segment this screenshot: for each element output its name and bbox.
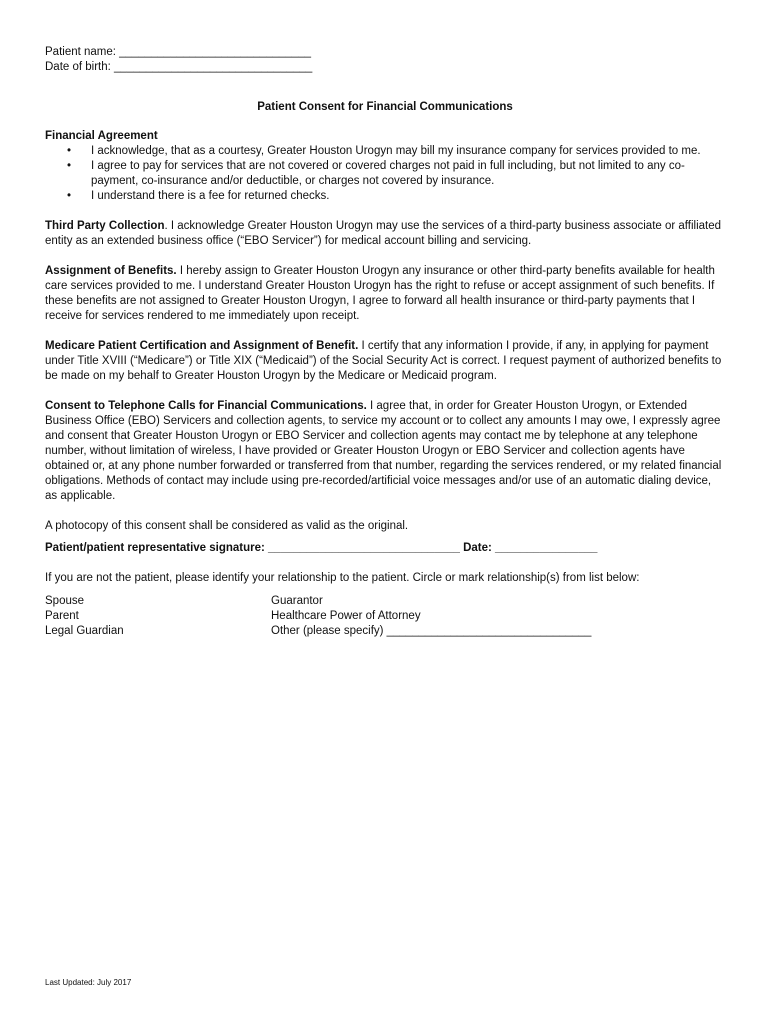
relationship-prompt: If you are not the patient, please identify your relationship to the patient. Circle or mark relationship(s) from list below: — [45, 572, 640, 584]
relationship-option-healthcare-poa[interactable]: Healthcare Power of Attorney — [271, 610, 421, 622]
section-heading: Medicare Patient Certification and Assignment of Benefit. — [45, 340, 359, 352]
section-body: I hereby assign to Greater Houston Urogyn any insurance or other third-party benefits available for health care services provided to me. I understand Greater Houston Urogyn has the right to refuse or accept assignment of such benefits. If these benefits are not assigned to Greater Houston Urogyn, I agree to forward all health insurance or third-party payments that I receive for services rendered to me immediately upon receipt. — [45, 265, 715, 322]
consent-form — [45, 45, 725, 639]
relationship-option-parent[interactable]: Parent — [45, 610, 79, 622]
section-heading: Assignment of Benefits. — [45, 265, 177, 277]
bullet-icon: • — [67, 145, 72, 157]
photocopy-statement: A photocopy of this consent shall be considered as valid as the original. — [45, 520, 409, 532]
relationship-option-legal-guardian[interactable]: Legal Guardian — [45, 625, 124, 637]
relationship-column-1 — [45, 594, 271, 639]
bullet-icon: • — [67, 160, 72, 172]
assignment-of-benefits-paragraph — [45, 264, 725, 324]
date-of-birth-field[interactable]: Date of birth: _______________________________ — [45, 61, 313, 73]
financial-agreement-list — [45, 144, 725, 204]
list-item: • I understand there is a fee for returned checks. — [67, 190, 330, 202]
relationship-option-spouse[interactable]: Spouse — [45, 595, 85, 607]
section-heading: Consent to Telephone Calls for Financial Communications. — [45, 400, 367, 412]
last-updated-footer: Last Updated: July 2017 — [45, 978, 132, 987]
financial-agreement-heading: Financial Agreement — [45, 130, 158, 142]
bullet-icon: • — [67, 190, 72, 202]
relationship-options — [45, 594, 725, 639]
section-body: I certify that any information I provide, if any, in applying for payment under Title XVIII (“Medicare”) or Title XIX (“Medicaid”) of the Social Security Act is correct. I request payment of authorized benefits to be made on my behalf to Greater Houston Urogyn by the Medicare or Medicaid program. — [45, 340, 722, 382]
list-item: • I acknowledge, that as a courtesy, Greater Houston Urogyn may bill my insurance company for services provided to me. — [67, 145, 701, 157]
third-party-collection-paragraph — [45, 219, 725, 249]
section-body: . I acknowledge Greater Houston Urogyn may use the services of a third-party business associate or affiliated entity as an extended business office (“EBO Servicer”) for medical account billing and servicing. — [45, 220, 722, 247]
relationship-option-guarantor[interactable]: Guarantor — [271, 595, 323, 607]
financial-agreement-section — [45, 129, 725, 204]
relationship-option-other[interactable]: Other (please specify) ________________________________ — [271, 625, 592, 637]
list-item: • I agree to pay for services that are not covered or covered charges not paid in full including, but not limited to any co-payment, co-insurance and/or deductible, or charges not covered by insurance. — [67, 160, 685, 187]
patient-name-field[interactable]: Patient name: ______________________________ — [45, 46, 312, 58]
signature-line[interactable]: Patient/patient representative signature: ______________________________ Date: ________________ — [45, 542, 598, 554]
section-body: I agree that, in order for Greater Houston Urogyn, or Extended Business Office (EBO) Servicers and collection agents, to service my account or to collect any amounts I may owe, I expressly agree and consent that Greater Houston Urogyn or EBO Servicer and collection agents may contact me by telephone at any telephone number, without limitation of wireless, I have provided or Greater Houston Urogyn or EBO Servicer and collection agents have obtained or, at any phone number forwarded or transferred from that number, regarding the services rendered, or my related financial obligations. Methods of contact may include using pre-recorded/artificial voice messages and/or use of an automatic dialing device, as applicable. — [45, 400, 722, 502]
page-title: Patient Consent for Financial Communications — [257, 101, 513, 113]
relationship-column-2 — [271, 594, 725, 639]
section-heading: Third Party Collection — [45, 220, 165, 232]
telephone-consent-paragraph — [45, 399, 725, 504]
medicare-certification-paragraph — [45, 339, 725, 384]
